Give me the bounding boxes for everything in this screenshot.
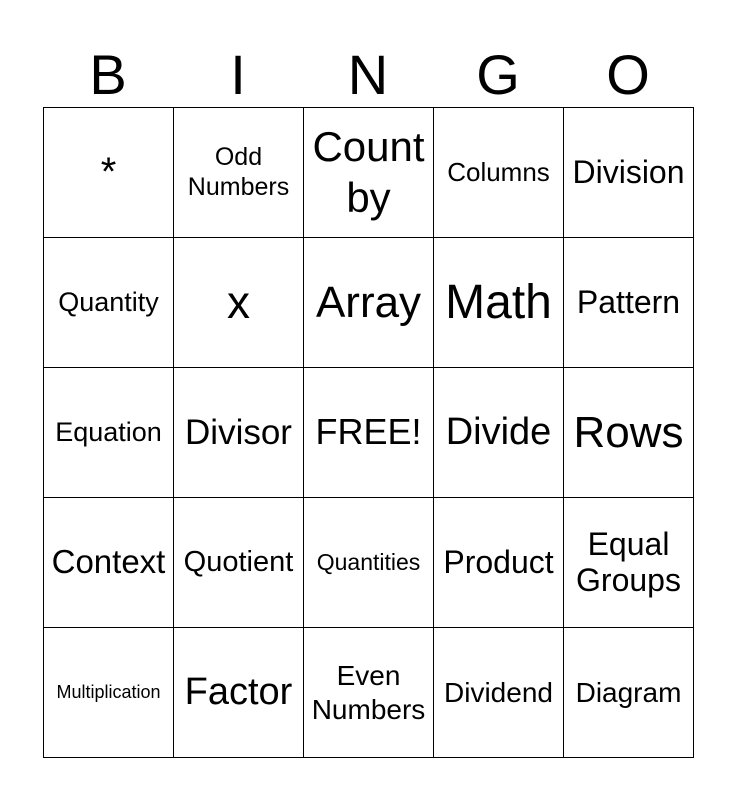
bingo-header <box>43 42 693 108</box>
bingo-board <box>43 107 694 758</box>
bingo-cell[interactable]: Divisor <box>174 368 304 498</box>
bingo-cell[interactable]: Divide <box>434 368 564 498</box>
bingo-cell[interactable]: Factor <box>174 628 304 758</box>
bingo-cell[interactable]: FREE! <box>304 368 434 498</box>
bingo-cell[interactable]: Columns <box>434 108 564 238</box>
bingo-cell[interactable]: Division <box>564 108 694 238</box>
header-letter-b: B <box>89 43 127 106</box>
bingo-cell[interactable]: Math <box>434 238 564 368</box>
bingo-cell[interactable]: Even Numbers <box>304 628 434 758</box>
bingo-cell[interactable]: Array <box>304 238 434 368</box>
bingo-cell[interactable]: Equation <box>44 368 174 498</box>
bingo-cell[interactable]: Odd Numbers <box>174 108 304 238</box>
bingo-cell[interactable]: * <box>44 108 174 238</box>
header-letter-o: O <box>606 43 650 106</box>
bingo-cell[interactable]: Rows <box>564 368 694 498</box>
bingo-cell[interactable]: Count by <box>304 108 434 238</box>
bingo-cell[interactable]: Product <box>434 498 564 628</box>
bingo-cell[interactable]: Diagram <box>564 628 694 758</box>
bingo-cell[interactable]: Pattern <box>564 238 694 368</box>
bingo-cell[interactable]: Multiplication <box>44 628 174 758</box>
bingo-cell[interactable]: Quantities <box>304 498 434 628</box>
bingo-cell[interactable]: Dividend <box>434 628 564 758</box>
bingo-cell[interactable]: Quantity <box>44 238 174 368</box>
header-letter-i: I <box>230 43 246 106</box>
bingo-cell[interactable]: Context <box>44 498 174 628</box>
header-letter-g: G <box>476 43 520 106</box>
bingo-cell[interactable]: x <box>174 238 304 368</box>
header-letter-n: N <box>347 43 389 106</box>
bingo-cell[interactable]: Equal Groups <box>564 498 694 628</box>
bingo-cell[interactable]: Quotient <box>174 498 304 628</box>
